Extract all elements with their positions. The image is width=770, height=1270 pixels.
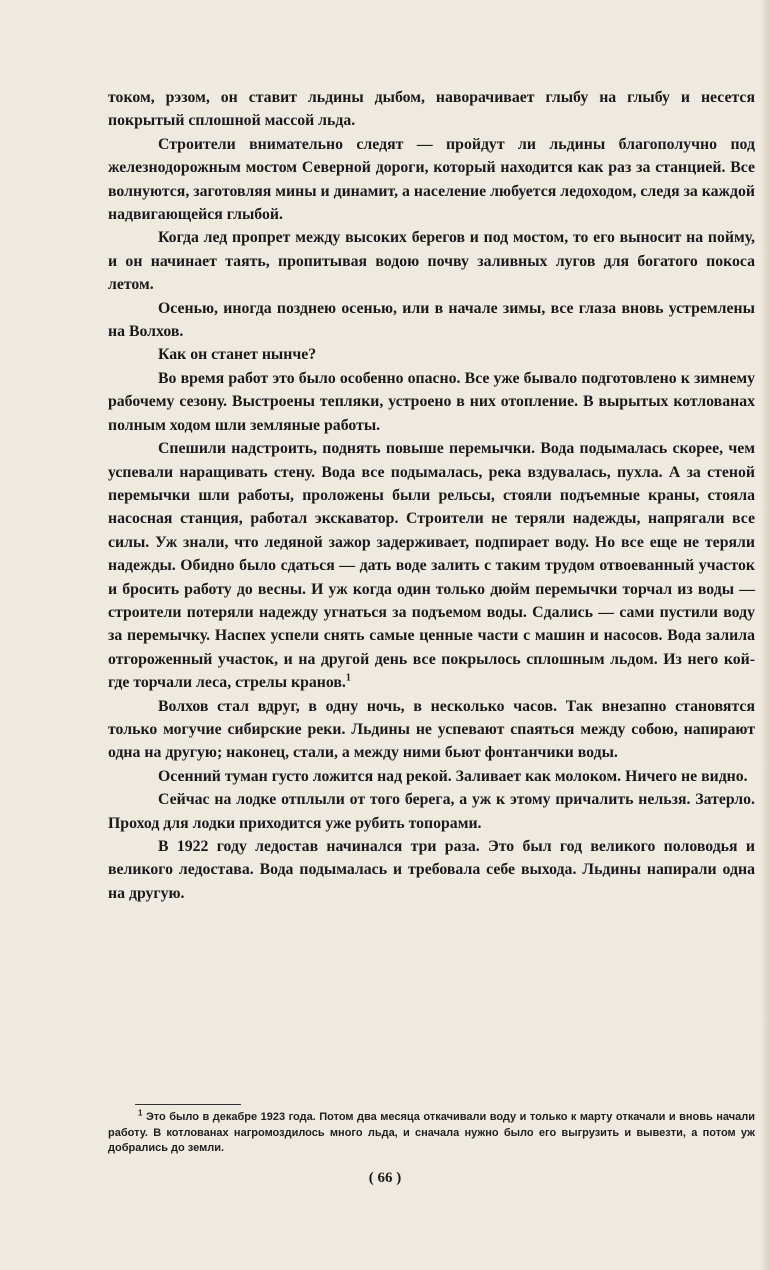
paragraph-8: Волхов стал вдруг, в одну ночь, в несколько часов. Так внезапно становятся только могучие сибирские реки. Льдины не успевают спаяться между собою, напирают одна на другую; наконец, стали, а между ними бьют фонтанчики воды. xyxy=(108,697,755,762)
paragraph-4: Осенью, иногда позднею осенью, или в начале зимы, все глаза вновь устремлены на Волхов. xyxy=(108,299,755,341)
footnote-reference[interactable]: 1 xyxy=(345,672,351,684)
paragraph-5: Как он станет нынче? xyxy=(158,346,317,364)
footnote xyxy=(108,1110,755,1157)
paragraph-6: Во время работ это было особенно опасно. Все уже бывало подготовлено к зимнему рабочему сезону. Выстроены тепляки, устроено в них отопление. В вырытых котлованах полным ходом шли земляные работы. xyxy=(108,369,755,434)
paragraph-7 xyxy=(108,437,755,694)
paragraph-1: током, рэзом, он ставит льдины дыбом, наворачивает глыбу на глыбу и несется покрытый сплошной массой льда. xyxy=(108,89,755,130)
paragraph-9: Осенний туман густо ложится над рекой. Заливает как молоком. Ничего не видно. xyxy=(158,767,748,785)
paragraph-7-text: Спешили надстроить, поднять повыше перемычки. Вода подымалась скорее, чем успевали наращивать стену. Вода все подымалась, река вздувалась, пухла. А за стеной перемычки шли работы, проложены были рельсы, стояли подъемные краны, стояла насосная станция, работал экскаватор. Строители не теряли надежды, напрягали все силы. Уж знали, что ледяной зажор задерживает, подпирает воду. Но все еще не теряли надежды. Обидно было сдаться — дать воде залить с таким трудом отвоеванный участок и бросить работу до весны. И уж когда один только дюйм перемычки торчал из воды — строители потеряли надежду угнаться за подъемом воды. Сдались — сами пустили воду за перемычку. Наспех успели снять самые ценные части с машин и насосов. Вода залила отгороженный участок, и на другой день все покрылось сплошным льдом. Из него кой-где торчали леса, стрелы кранов. xyxy=(108,440,755,692)
page-edge-shadow xyxy=(760,0,770,1270)
paragraph-11: В 1922 году ледостав начинался три раза. Это был год великого половодья и великого ледостава. Вода подымалась и требовала себе выхода. Льдины напирали одна на другую. xyxy=(108,838,755,902)
footnote-text: Это было в декабре 1923 года. Потом два месяца откачивали воду и только к марту откачали и вновь начали работу. В котлованах нагромоздилось много льда, и сначала нужно было его выгрузить и вывезти, а потом уж добрались до земли. xyxy=(108,1111,755,1154)
footnote-mark: 1 xyxy=(138,1108,143,1118)
main-text xyxy=(108,86,755,905)
footnote-divider xyxy=(135,1104,241,1105)
page-number: ( 66 ) xyxy=(368,1170,402,1186)
paragraph-2: Строители внимательно следят — пройдут ли льдины благополучно под железнодорожным мостом Северной дороги, который находится как раз за станцией. Все волнуются, заготовляя мины и динамит, а население любуется ледоходом, следя за каждой надвигающейся глыбой. xyxy=(108,135,755,224)
paragraph-3: Когда лед пропрет между высоких берегов и под мостом, то его выносит на пойму, и он начинает таять, пропитывая водою почву заливных лугов для богатого покоса летом. xyxy=(108,229,755,294)
paragraph-10: Сейчас на лодке отплыли от того берега, а уж к этому причалить нельзя. Затерло. Проход для лодки приходится уже рубить топорами. xyxy=(108,791,755,832)
